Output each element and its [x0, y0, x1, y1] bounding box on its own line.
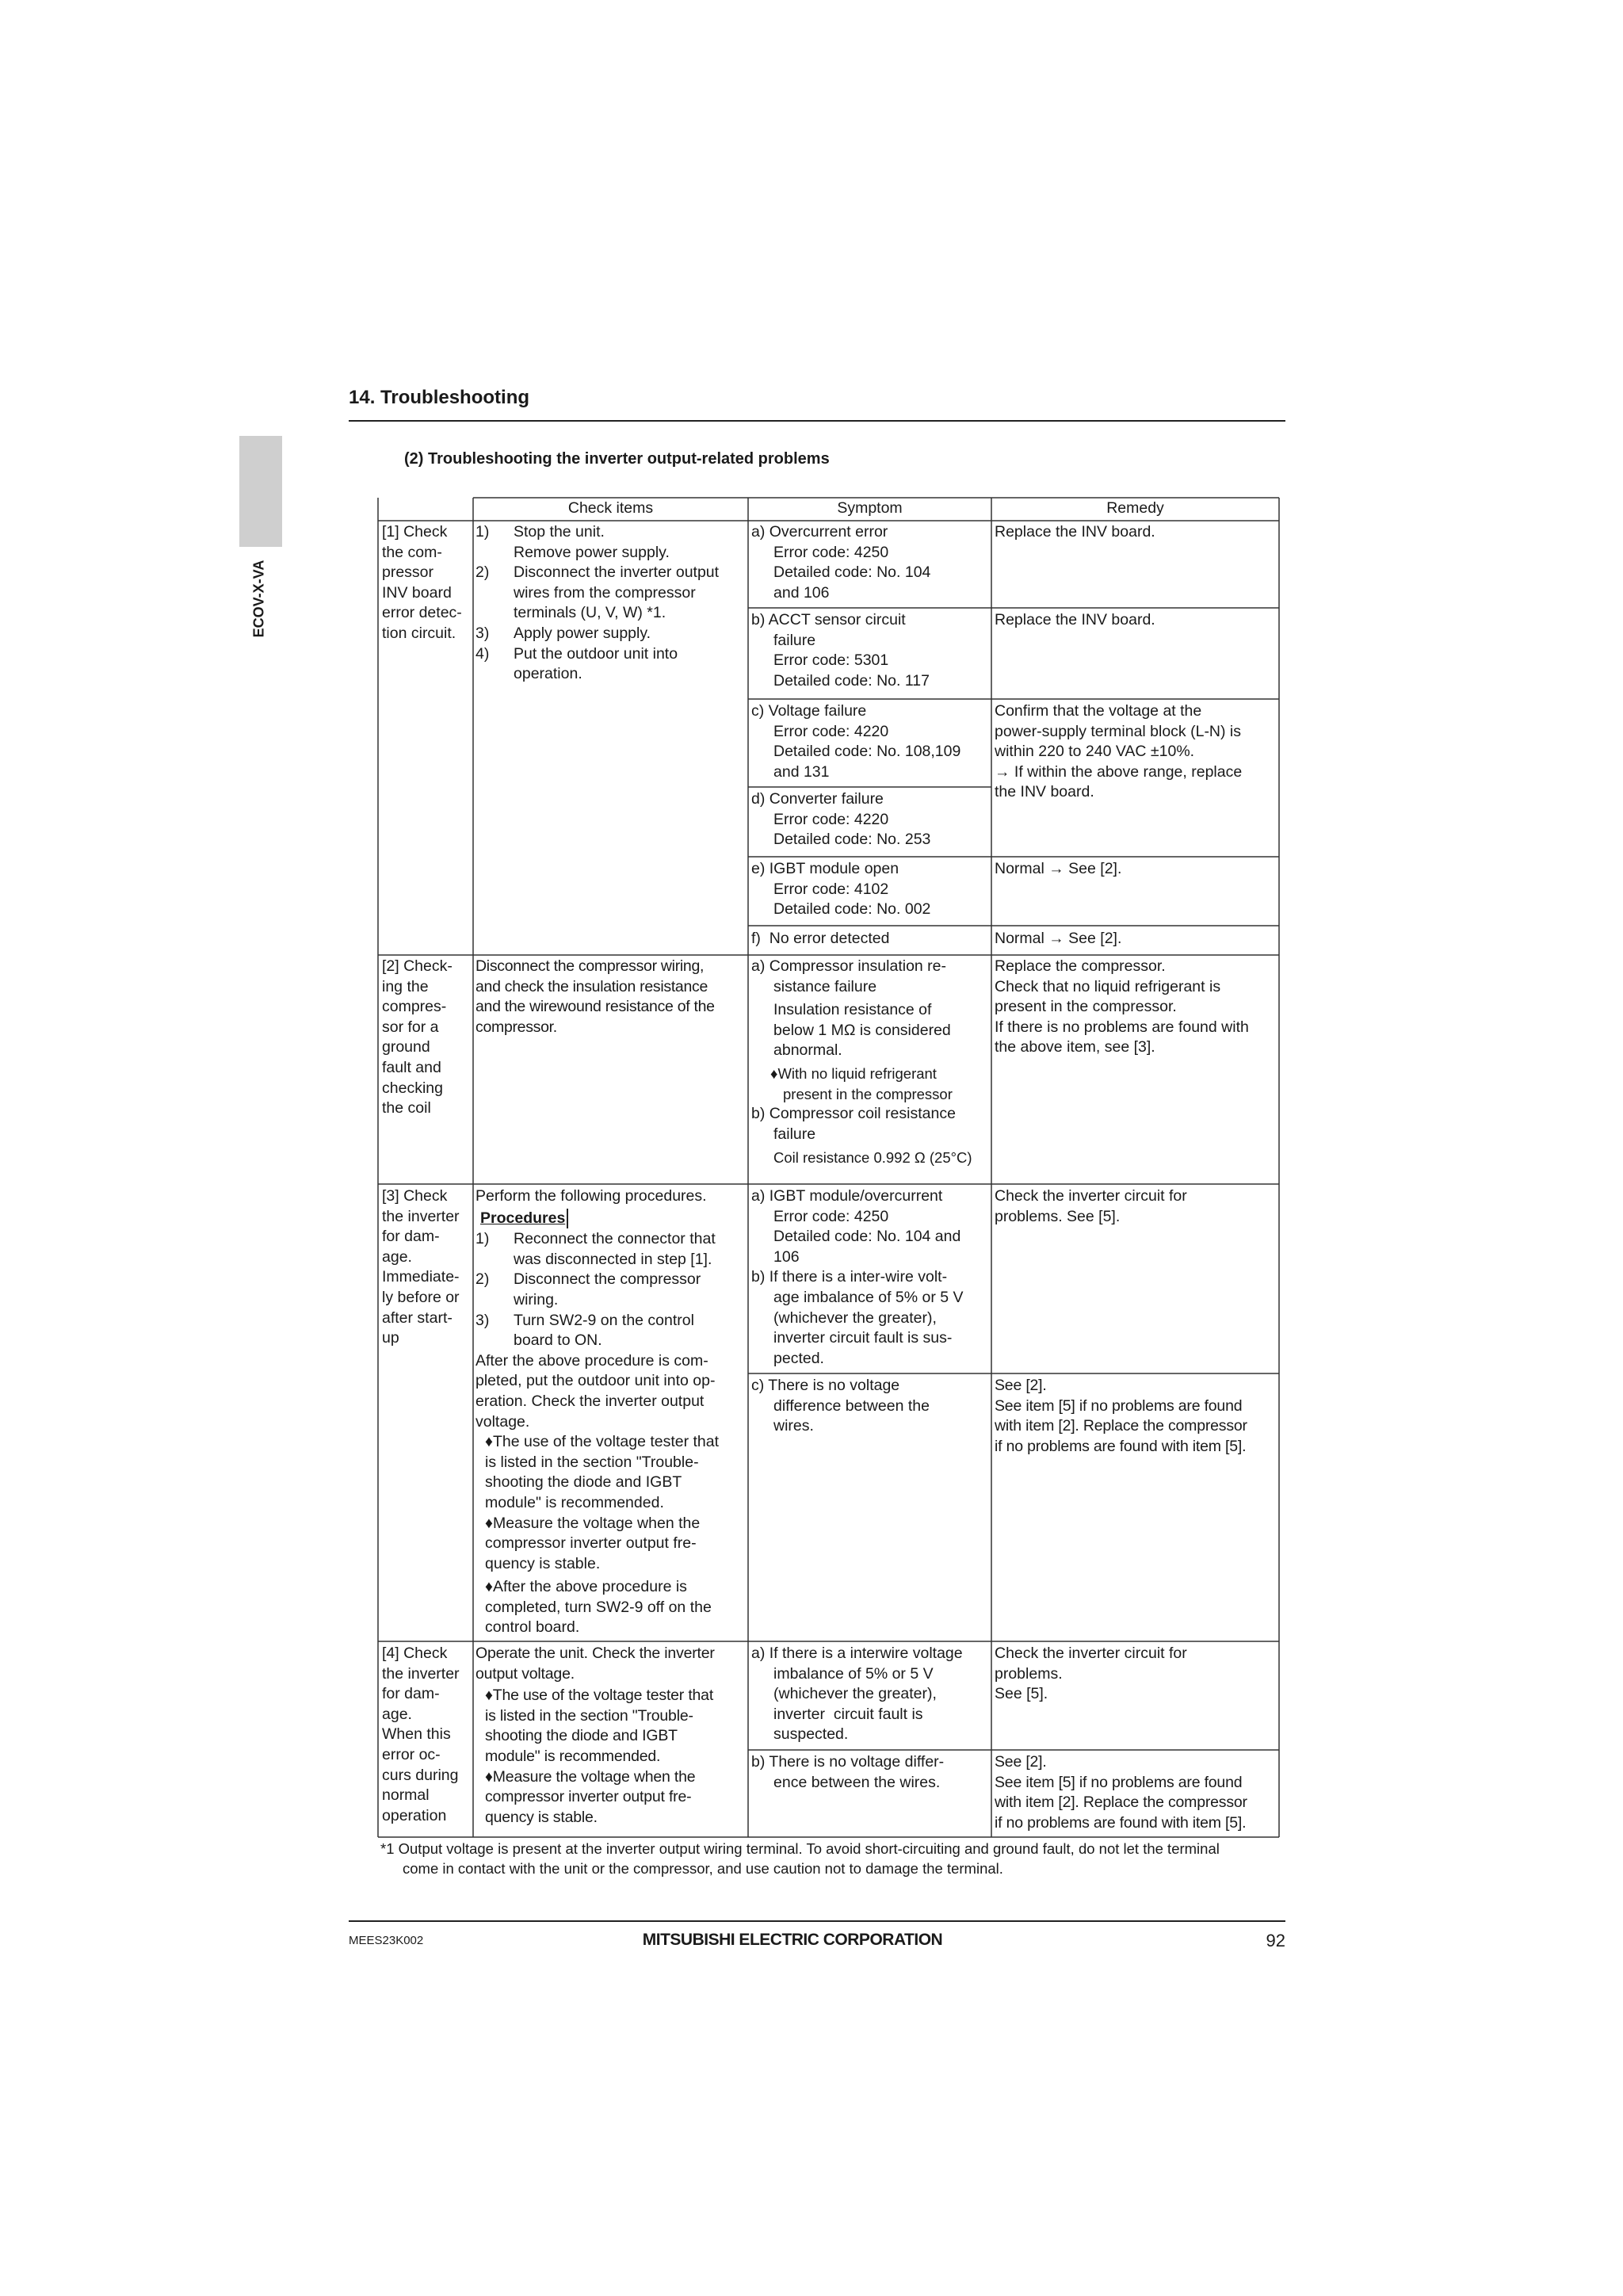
row4-remedy-a: Check the inverter circuit for problems. See [5]. — [995, 1645, 1187, 1703]
bullet-item: ♦After the above procedure is completed, turn SW2-9 off on the control board. — [485, 1578, 712, 1637]
row1-symptom-a: a) Overcurrent error Error code: 4250 Detailed code: No. 104 and 106 — [751, 523, 931, 602]
footer-rule — [349, 1920, 1285, 1922]
bullet-item: ♦The use of the voltage tester that is listed in the section "Trouble- shooting the diode and IGBT module" is recommended. — [485, 1433, 720, 1511]
row1-symptom-f: f) No error detected — [751, 930, 890, 947]
step-item: 1) Stop the unit. Remove power supply. — [475, 523, 670, 561]
col-header-check-items: Check items — [567, 499, 654, 517]
row1-label: [1] Check the com- pressor INV board error detec- tion circuit. — [382, 523, 462, 642]
row4-label: [4] Check the inverter for dam- age. When this error oc- curs during normal operation — [382, 1645, 460, 1824]
row1-symptom-b: b) ACCT sensor circuit failure Error code: 5301 Detailed code: No. 117 — [751, 611, 930, 690]
side-label: ECOV-X-VA — [250, 560, 267, 638]
bullet-item: ♦Measure the voltage when the compressor inverter output fre- quency is stable. — [485, 1767, 696, 1826]
row1-remedy-f: Normal → See [2]. — [995, 930, 1122, 947]
row2-check-items: Disconnect the compressor wiring, and check the insulation resistance and the wirewound resistance of the compressor. — [475, 957, 715, 1036]
sub-heading: (2) Troubleshooting the inverter output-related problems — [404, 450, 830, 468]
row1-remedy-a: Replace the INV board. — [995, 523, 1155, 541]
row3-symptom-ab: a) IGBT module/overcurrent Error code: 4250 Detailed code: No. 104 and 106 b) If there is a inter-wire volt- age imbalance of 5% or 5 V (whichever the greater), inverter circuit fault is sus- pected. — [751, 1187, 964, 1367]
row1-symptom-e: e) IGBT module open Error code: 4102 Detailed code: No. 002 — [751, 860, 931, 919]
row4-symptom-a: a) If there is a interwire voltage imbalance of 5% or 5 V (whichever the greater), inverter circuit fault is suspected. — [751, 1645, 963, 1744]
document-code: MEES23K002 — [349, 1934, 424, 1947]
footnote: *1 Output voltage is present at the inverter output wiring terminal. To avoid short-circuiting and ground fault, do not let the terminal come in contact with the unit or the compressor, and use caution not to damage the terminal. — [380, 1840, 1220, 1877]
row4-remedy-b: See [2]. See item [5] if no problems are found with item [2]. Replace the compressor if no problems are found with item [5]. — [995, 1753, 1247, 1832]
step-item: 2) Disconnect the inverter output wires from the compressor terminals (U, V, W) *1. — [475, 563, 720, 622]
row4-symptom-b: b) There is no voltage differ- ence between the wires. — [751, 1753, 945, 1791]
company-name: MITSUBISHI ELECTRIC CORPORATION — [642, 1931, 943, 1949]
row3-label: [3] Check the inverter for dam- age. Immediate- ly before or after start- up — [382, 1187, 460, 1347]
step-item: 2) Disconnect the compressor wiring. — [475, 1270, 701, 1308]
row3-remedy-c: See [2]. See item [5] if no problems are found with item [2]. Replace the compressor if no problems are found with item [5]. — [995, 1377, 1247, 1455]
row3-remedy-ab: Check the inverter circuit for problems. See [5]. — [995, 1187, 1187, 1225]
col-header-symptom: Symptom — [837, 499, 903, 517]
page-number: 92 — [1266, 1931, 1285, 1950]
step-item: 3) Apply power supply. — [475, 624, 651, 642]
procedures-label: Procedures — [480, 1209, 568, 1229]
row2-remedy: Replace the compressor. Check that no liquid refrigerant is present in the compressor. If there is no problems are found with the above item, see [3]. — [995, 957, 1249, 1056]
row4-check-items: Operate the unit. Check the inverter output voltage. ♦The use of the voltage tester that is listed in the section "Trouble- shooting the diode and IGBT module" is recommended. ♦Measure the voltage when the compressor inverter output fre- quency is stable. — [475, 1644, 748, 1828]
step-item: 1) Reconnect the connector that was disconnected in step [1]. — [475, 1230, 716, 1268]
bullet-item: ♦Measure the voltage when the compressor inverter output fre- quency is stable. — [485, 1514, 701, 1572]
section-heading: 14. Troubleshooting — [349, 387, 530, 408]
step-item: 3) Turn SW2-9 on the control board to ON. — [475, 1311, 694, 1350]
col-header-remedy: Remedy — [1106, 499, 1164, 517]
row2-symptom: a) Compressor insulation re- sistance failure Insulation resistance of below 1 MΩ is considered abnormal. ♦With no liquid refrigerant present in the compressor b) Compressor coil resistance failure Coil resistance 0.992 Ω (25°C) — [751, 957, 972, 1167]
row1-symptom-c: c) Voltage failure Error code: 4220 Detailed code: No. 108,109 and 131 — [751, 702, 961, 781]
row3-symptom-c: c) There is no voltage difference between the wires. — [751, 1377, 930, 1435]
row1-remedy-c: Confirm that the voltage at the power-supply terminal block (L-N) is within 220 to 240 VAC ±10%. → If within the above range, replace the INV board. — [995, 702, 1243, 801]
row1-remedy-e: Normal → See [2]. — [995, 860, 1122, 877]
bullet-item: ♦The use of the voltage tester that is listed in the section "Trouble- shooting the diode and IGBT module" is recommended. — [485, 1687, 714, 1765]
row1-remedy-b: Replace the INV board. — [995, 611, 1155, 628]
step-item: 4) Put the outdoor unit into operation. — [475, 644, 678, 683]
row2-label: [2] Check- ing the compres- sor for a ground fault and checking the coil — [382, 957, 453, 1117]
row3-check-items: Perform the following procedures. Procedures 1) Reconnect the connector that was disconnected in step [1]. 2) Disconnect the compressor wiring. 3) Turn SW2-9 on the control board to ON. After the above procedure is com- pleted, put the outdoor unit into op- eration. Check the inverter output voltage. ♦The use of the voltage tester that is listed in the section "Trouble- shooting the diode and IGBT module" is recommended. ♦Measure the voltage when the compressor inverter output fre- quency is stable. ♦After the above procedure is completed, turn SW2-9 off on the control board. — [475, 1186, 748, 1638]
row1-check-items — [475, 522, 747, 685]
row1-symptom-d: d) Converter failure Error code: 4220 Detailed code: No. 253 — [751, 790, 931, 849]
